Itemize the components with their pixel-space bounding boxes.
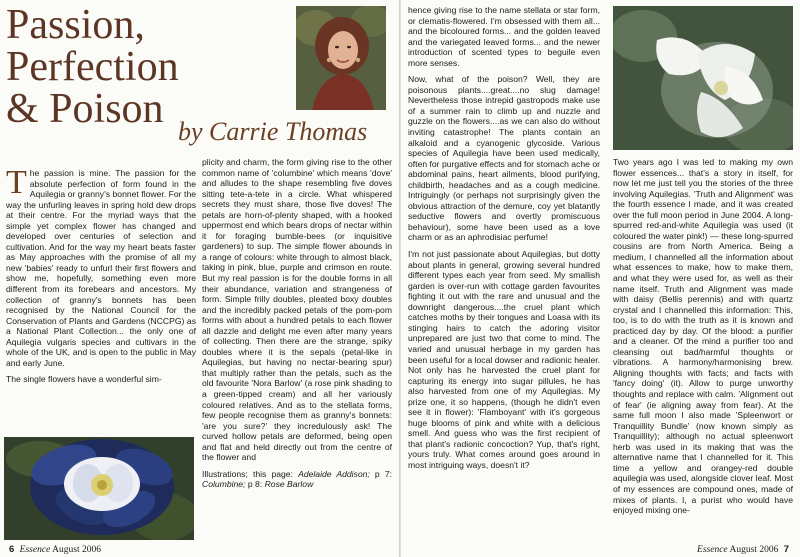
credit-columbine: Columbine;: [202, 479, 246, 490]
page-number-left: 6: [9, 544, 15, 555]
title-line-2: Perfection: [6, 44, 179, 90]
paragraph: I'm not just passionate about Aquilegias, but dotty about plants in general, growing several hundred different types each year from seed. My smallish garden is over-run with cottage garden favourites fighting it out with the rare and unusual and the downright dangerous....the cruel plant which catches moths by their tongues and Loasa with its stinging hairs to catch the adoring visitor unprepared are just two that come to mind. The varied and unusual herbage in my garden has been useful for a local dowser and radionic healer. Not only has he harvested the cruel plant for capturing its energy into sugar pillules, he has also harvested from one of my Aquilegias. My prize one, it so happens, (though he didn't even see it in flower): 'Flamboyant' with it's gorgeous huge blooms of pink and white with a delicious smell. And guess who was the first recipient of that plant's radionic concoction? Yup, that's right, yours truly. What comes around goes around in most intriguing ways, doesn't it?: [408, 249, 600, 470]
magazine-name-left: Essence: [19, 545, 51, 555]
page-number-right: 7: [783, 544, 789, 555]
column-2: [202, 157, 392, 535]
credit-p8-label: p 8:: [245, 479, 265, 490]
drop-cap: T: [6, 168, 27, 201]
title-line-1: Passion,: [6, 2, 145, 48]
credit-adelaide-addison: Adelaide Addison;: [298, 468, 370, 479]
byline: by Carrie Thomas: [178, 117, 368, 146]
paragraph: hence giving rise to the name stellata or star form, or clematis-flowered. I'm obsessed with them all... and the bicoloured forms... and the golden leaved and the variegated leaved forms... and the newer introduction of scented types to beguile even more senses.: [408, 5, 600, 68]
issue-date-left: August 2006: [52, 545, 101, 555]
magazine-name-right: Essence: [697, 545, 728, 555]
intro-paragraph-text: he passion is mine. The passion for the absolute perfection of form found in the Aquilegia or granny's bonnet flower. For the way the unfurling leaves in spring hold dew drops at their centre. For the myriad ways that the simple yet complex flower has changed and developed over centuries of selection and cultivation. And for the way my heart beats faster as May approaches with the promise of all my new 'babies' ready to unfurl their first flowers and show me, hopefully, something even more different from its forebears and ancestors. My collection of granny's bonnets has been recognised by the National Council for the Conservation of Plants and Gardens (NCCPG) as a National Plant Collection... the only one of Aquilegia vulgaris species and cultivars in the whole of the UK, and is open to the public in May and early June.: [6, 168, 196, 368]
credit-rose-barlow: Rose Barlow: [264, 479, 314, 490]
article-title: [6, 4, 296, 130]
blue-columbine-graphic: [4, 437, 194, 540]
illustration-credits: [202, 469, 392, 490]
paragraph: Two years ago I was led to making my own flower essences... that's a story in itself, for now let me just tell you the stories of the three involving Aquilegias. 'Truth and Alignment' was the fourth essence I made, and it was created over the full moon period in June 2004. A long-spurred red-and-white Aquilegia was used (it coloured the water pink!) — these long-spurred cousins are from North America. Being a medium, I channelled all the information about what essences to make, how to make them, and what they were used for, as well as their name itself. Truth and Alignment was made with daisy (Bellis perennis) and with quartz crystal and I channelled this information: This, too, is to do with the truth as it is known and practiced day by day. Of the blood: a purifier and a cleaner. Of the mind a purifier too and cleansing out bad/harmful thoughts or vibrations. A harmony/harmonising brew. Aligning thoughts with facts; and facts with 'fancy doing' (it). Allow to purge unworthy thoughts and replace with calm. 'Alignment out of fear' (ie aligning away from fear). At the same full moon I also made 'Spleenwort or Tranquillity Bundle' (now known simply as Tranquillity); although no actual spleenwort herb was used in its making that was the alternative name that I channelled for it. This time a yellow and orangey-red double aquilegia was used, alongside clover leaf. Most of my essences are compound ones, made of mixes of plants. I, a purist who would have enjoyed mixing one-: [613, 157, 793, 516]
left-page: [0, 0, 399, 557]
paragraph: Now, what of the poison? Well, they are poisonous plants....great....no slug damage! Nevertheless those intrepid gastropods make use of a summer rain to climb up and nuzzle and guzzle on the flowers....as we can also do without inviting catastrophe! The plants contain an alkaloid and a cyanogenic glycoside. Various species of Aquilegia have been used medically, often for purgative effects and for stomach ache or abdominal pains, heart ailments, blood purifying, childbirth, headaches and as a cough medicine. Intriguingly (or perhaps not surprisingly given the obvious attraction of the demure, coy yet blatantly seductive flowers and overtly promiscuous behaviour), some have been used as a love charm or as an aphrodisiac perfume!: [408, 74, 600, 243]
author-portrait-graphic: [296, 6, 386, 110]
intro-paragraph: [6, 168, 196, 368]
white-columbine-photo: [613, 6, 793, 150]
author-portrait: [296, 6, 386, 110]
right-page: [401, 0, 800, 557]
paragraph: The single flowers have a wonderful sim-: [6, 374, 162, 385]
column-3: [408, 5, 600, 541]
folio-right: [697, 544, 792, 555]
white-columbine-graphic: [613, 6, 793, 150]
blue-columbine-photo: [4, 437, 194, 540]
paragraph: plicity and charm, the form giving rise to the other common name of 'columbine' which means 'dove' and alludes to the shape resembling five doves sitting tete-a-tete in a circle. What whispered secrets they must share, those five doves! The petals are horn-of-plenty shaped, with a hooked uppermost end which bears drops of nectar within it for foraging bumble-bees (or inquisitive gardeners) to sup. The simple flower abounds in a range of colours: white through to almost black, taking in pink, blue, purple and crimson en route. But my real passion is for the double forms in all their abundance, variation and strangeness of form. Simple frilly doubles, pleated boxy doubles and the incredibly packed petals of the pom-pom forms with about a hundred petals to each flower all dazzle and delight me even after many years of collecting. Then there are the strange, spiky doubles where it is the sepals (petal-like in Aquilegias, but having no nectar-bearing spur) that multiply rather than the petals, such as the old favourite 'Nora Barlow' (a rose pink shading to a green-tipped cream) and all her variously coloured relatives. And as to the stellata forms, few people recognise them as granny's bonnets: 'are you sure?' they incredulously ask! The curved hollow petals are deformed, being open and flat and held directly out from the centre of the flower and: [202, 157, 392, 463]
issue-date-right: August 2006: [729, 545, 779, 555]
folio-left: [6, 544, 101, 555]
credit-p7-label: p 7:: [369, 468, 392, 479]
column-4: [613, 157, 793, 541]
column-1: [6, 168, 196, 430]
title-line-3: & Poison: [6, 86, 164, 132]
illustration-credits-label: Illustrations; this page:: [202, 468, 299, 479]
